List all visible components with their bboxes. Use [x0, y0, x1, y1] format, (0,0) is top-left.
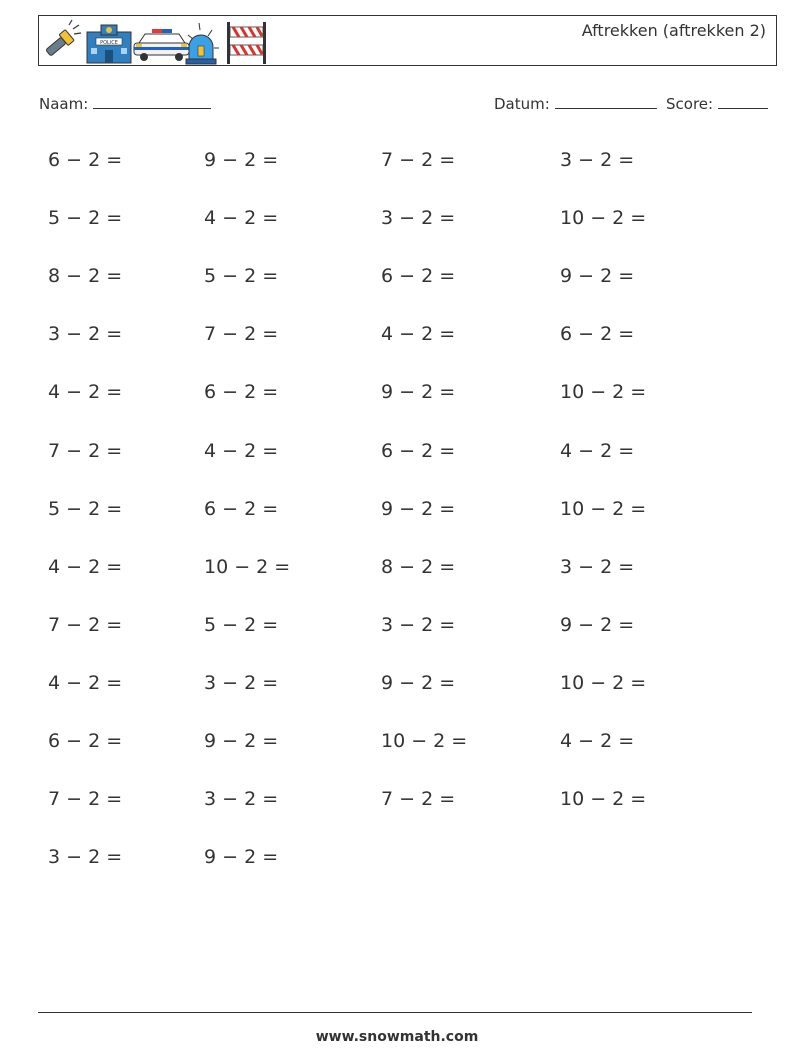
flashlight-icon [44, 20, 81, 58]
problem-item: 9 − 2 = [381, 381, 456, 403]
date-label: Datum: [494, 95, 550, 113]
worksheet-title: Aftrekken (aftrekken 2) [581, 21, 766, 40]
problem-item: 3 − 2 = [381, 614, 456, 636]
problem-item: 5 − 2 = [204, 265, 279, 287]
score-label: Score: [666, 95, 714, 113]
problem-item: 4 − 2 = [204, 207, 279, 229]
problem-item: 10 − 2 = [560, 788, 647, 810]
problem-item: 9 − 2 = [204, 730, 279, 752]
problem-item: 9 − 2 = [381, 498, 456, 520]
problem-item: 5 − 2 = [48, 207, 123, 229]
problem-item: 6 − 2 = [48, 730, 123, 752]
header-icons [41, 19, 271, 65]
barrier-icon [227, 22, 266, 64]
problem-item: 6 − 2 = [381, 440, 456, 462]
problem-item: 4 − 2 = [560, 440, 635, 462]
date-input-line[interactable] [555, 94, 657, 109]
problem-item: 4 − 2 = [48, 672, 123, 694]
problem-item: 9 − 2 = [560, 614, 635, 636]
problem-item: 8 − 2 = [48, 265, 123, 287]
problem-item: 6 − 2 = [48, 149, 123, 171]
problem-item: 10 − 2 = [560, 498, 647, 520]
problem-item: 7 − 2 = [381, 788, 456, 810]
problem-item: 10 − 2 = [560, 672, 647, 694]
problem-item: 7 − 2 = [48, 614, 123, 636]
problem-item: 5 − 2 = [48, 498, 123, 520]
problem-item: 6 − 2 = [560, 323, 635, 345]
police-car-icon [134, 29, 189, 61]
problem-item: 4 − 2 = [381, 323, 456, 345]
name-input-line[interactable] [93, 94, 211, 109]
problem-item: 6 − 2 = [204, 381, 279, 403]
problem-item: 3 − 2 = [560, 149, 635, 171]
problem-item: 3 − 2 = [560, 556, 635, 578]
problem-item: 10 − 2 = [560, 381, 647, 403]
footer-url: www.snowmath.com [315, 1029, 479, 1045]
score-field [666, 94, 768, 113]
name-label: Naam: [39, 95, 89, 113]
problem-item: 3 − 2 = [48, 846, 123, 868]
svg-text:POLICE: POLICE [100, 40, 118, 46]
problem-item: 7 − 2 = [48, 788, 123, 810]
problem-item: 10 − 2 = [381, 730, 468, 752]
problem-item: 6 − 2 = [204, 498, 279, 520]
problem-item: 8 − 2 = [381, 556, 456, 578]
siren-icon [186, 23, 219, 64]
problem-item: 9 − 2 = [560, 265, 635, 287]
problem-item: 4 − 2 = [204, 440, 279, 462]
worksheet-header [38, 15, 777, 66]
problem-item: 9 − 2 = [204, 846, 279, 868]
police-station-icon [87, 25, 131, 63]
problem-item: 7 − 2 = [204, 323, 279, 345]
score-input-line[interactable] [718, 94, 768, 109]
problem-item: 3 − 2 = [204, 788, 279, 810]
problem-item: 9 − 2 = [381, 672, 456, 694]
footer-divider [38, 1012, 752, 1013]
problem-item: 6 − 2 = [381, 265, 456, 287]
problem-item: 4 − 2 = [48, 556, 123, 578]
problem-item: 3 − 2 = [381, 207, 456, 229]
name-field [39, 94, 211, 113]
problem-item: 3 − 2 = [48, 323, 123, 345]
problem-item: 10 − 2 = [204, 556, 291, 578]
problem-item: 10 − 2 = [560, 207, 647, 229]
problem-item: 3 − 2 = [204, 672, 279, 694]
problem-item: 7 − 2 = [381, 149, 456, 171]
problem-item: 7 − 2 = [48, 440, 123, 462]
problem-item: 5 − 2 = [204, 614, 279, 636]
problem-item: 4 − 2 = [560, 730, 635, 752]
problem-item: 9 − 2 = [204, 149, 279, 171]
problem-item: 4 − 2 = [48, 381, 123, 403]
date-field [494, 94, 657, 113]
